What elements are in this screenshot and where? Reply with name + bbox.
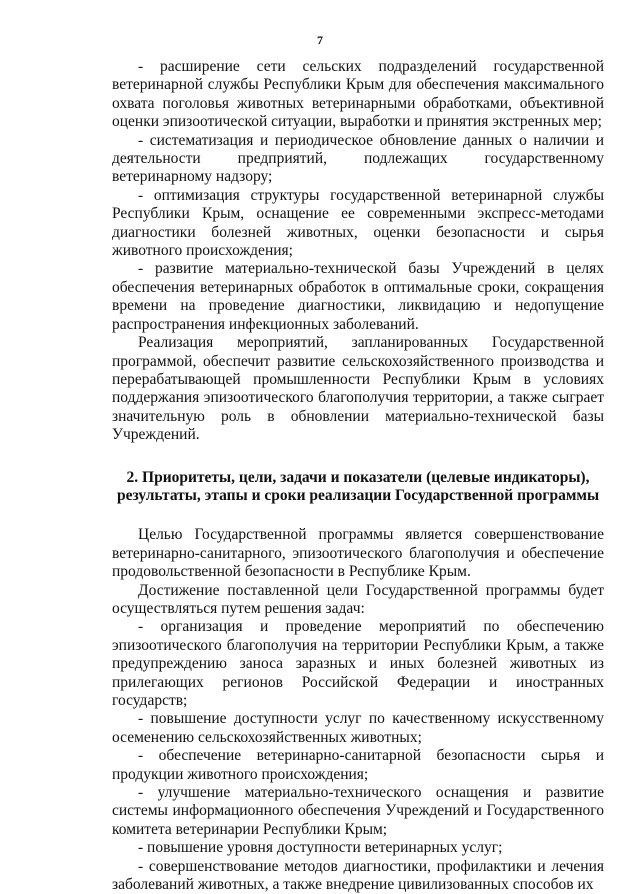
task-item: - улучшение материально-технического оснащения и развитие системы информационного обеспечения Учреждений и Государственного комитета ветеринарии Республики Крым; <box>112 784 604 838</box>
list-item: - расширение сети сельских подразделений государственной ветеринарной службы Республики Крым для обеспечения максимального охвата поголовья животных ветеринарными обработками, объективной оценки эпизоотической ситуации, выработки и принятия экстренных мер; <box>112 58 604 131</box>
document-body <box>112 58 604 894</box>
list-item: - оптимизация структуры государственной ветеринарной службы Республики Крым, оснащение ее современными экспресс-методами диагностики болезней животных, оценки безопасности и сырья животного происхождения; <box>112 186 604 260</box>
list-item: - систематизация и периодическое обновление данных о наличии и деятельности предприятий, подлежащих государственному ветеринарному надзору; <box>112 131 604 186</box>
task-item: - совершенствование методов диагностики, профилактики и лечения заболеваний животных, а также внедрение цивилизованных способов их <box>112 857 604 894</box>
task-item: - обеспечение ветеринарно-санитарной безопасности сырья и продукции животного происхождения; <box>112 747 604 783</box>
section-heading <box>112 469 604 506</box>
section-heading-line-2: результаты, этапы и сроки реализации Государственной программы <box>116 486 600 504</box>
task-item: - повышение доступности услуг по качественному искусственному осеменению сельскохозяйственных животных; <box>112 710 604 746</box>
paragraph-conclusion: Реализация мероприятий, запланированных Государственной программой, обеспечит развитие сельскохозяйственного производства и перерабатывающей промышленности Республики Крым в условиях поддержания эпизоотического благополучия территории, а также сыграет значительную роль в обновлении материально-технической базы Учреждений. <box>112 334 604 444</box>
paragraph-intro: Достижение поставленной цели Государственной программы будет осуществляться путем решения задач: <box>112 581 604 617</box>
task-item: - организация и проведение мероприятий по обеспечению эпизоотического благополучия на территории Республики Крым, а также предупреждению заноса заразных и иных болезней животных из прилегающих регионов Российской Федерации и иностранных государств; <box>112 618 604 709</box>
page-number: 7 <box>317 33 323 47</box>
task-item: - повышение уровня доступности ветеринарных услуг; <box>138 839 503 857</box>
paragraph-goal: Целью Государственной программы является совершенствование ветеринарно-санитарного, эпизоотического благополучия и обеспечение продовольственной безопасности в Республике Крым. <box>112 526 604 581</box>
section-heading-line-1: 2. Приоритеты, цели, задачи и показатели (целевые индикаторы), <box>126 468 590 486</box>
list-item: - развитие материально-технической базы Учреждений в целях обеспечения ветеринарных обработок в оптимальные сроки, сокращения времени на проведение диагностики, ликвидацию и недопущение распространения инфекционных заболеваний. <box>112 260 604 333</box>
